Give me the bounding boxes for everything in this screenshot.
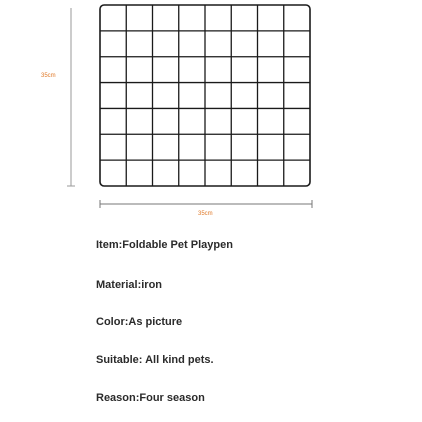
color-description: Color:As picture — [96, 316, 183, 328]
item-description: Item:Foldable Pet Playpen — [96, 239, 233, 251]
suitable-description: Suitable: All kind pets. — [96, 354, 214, 366]
material-description: Material:iron — [96, 279, 163, 291]
height-dimension-label: 35cm — [41, 73, 56, 79]
reason-description: Reason:Four season — [96, 392, 205, 404]
width-dimension-label: 35cm — [198, 211, 213, 217]
wire-mesh-grid — [100, 5, 310, 186]
